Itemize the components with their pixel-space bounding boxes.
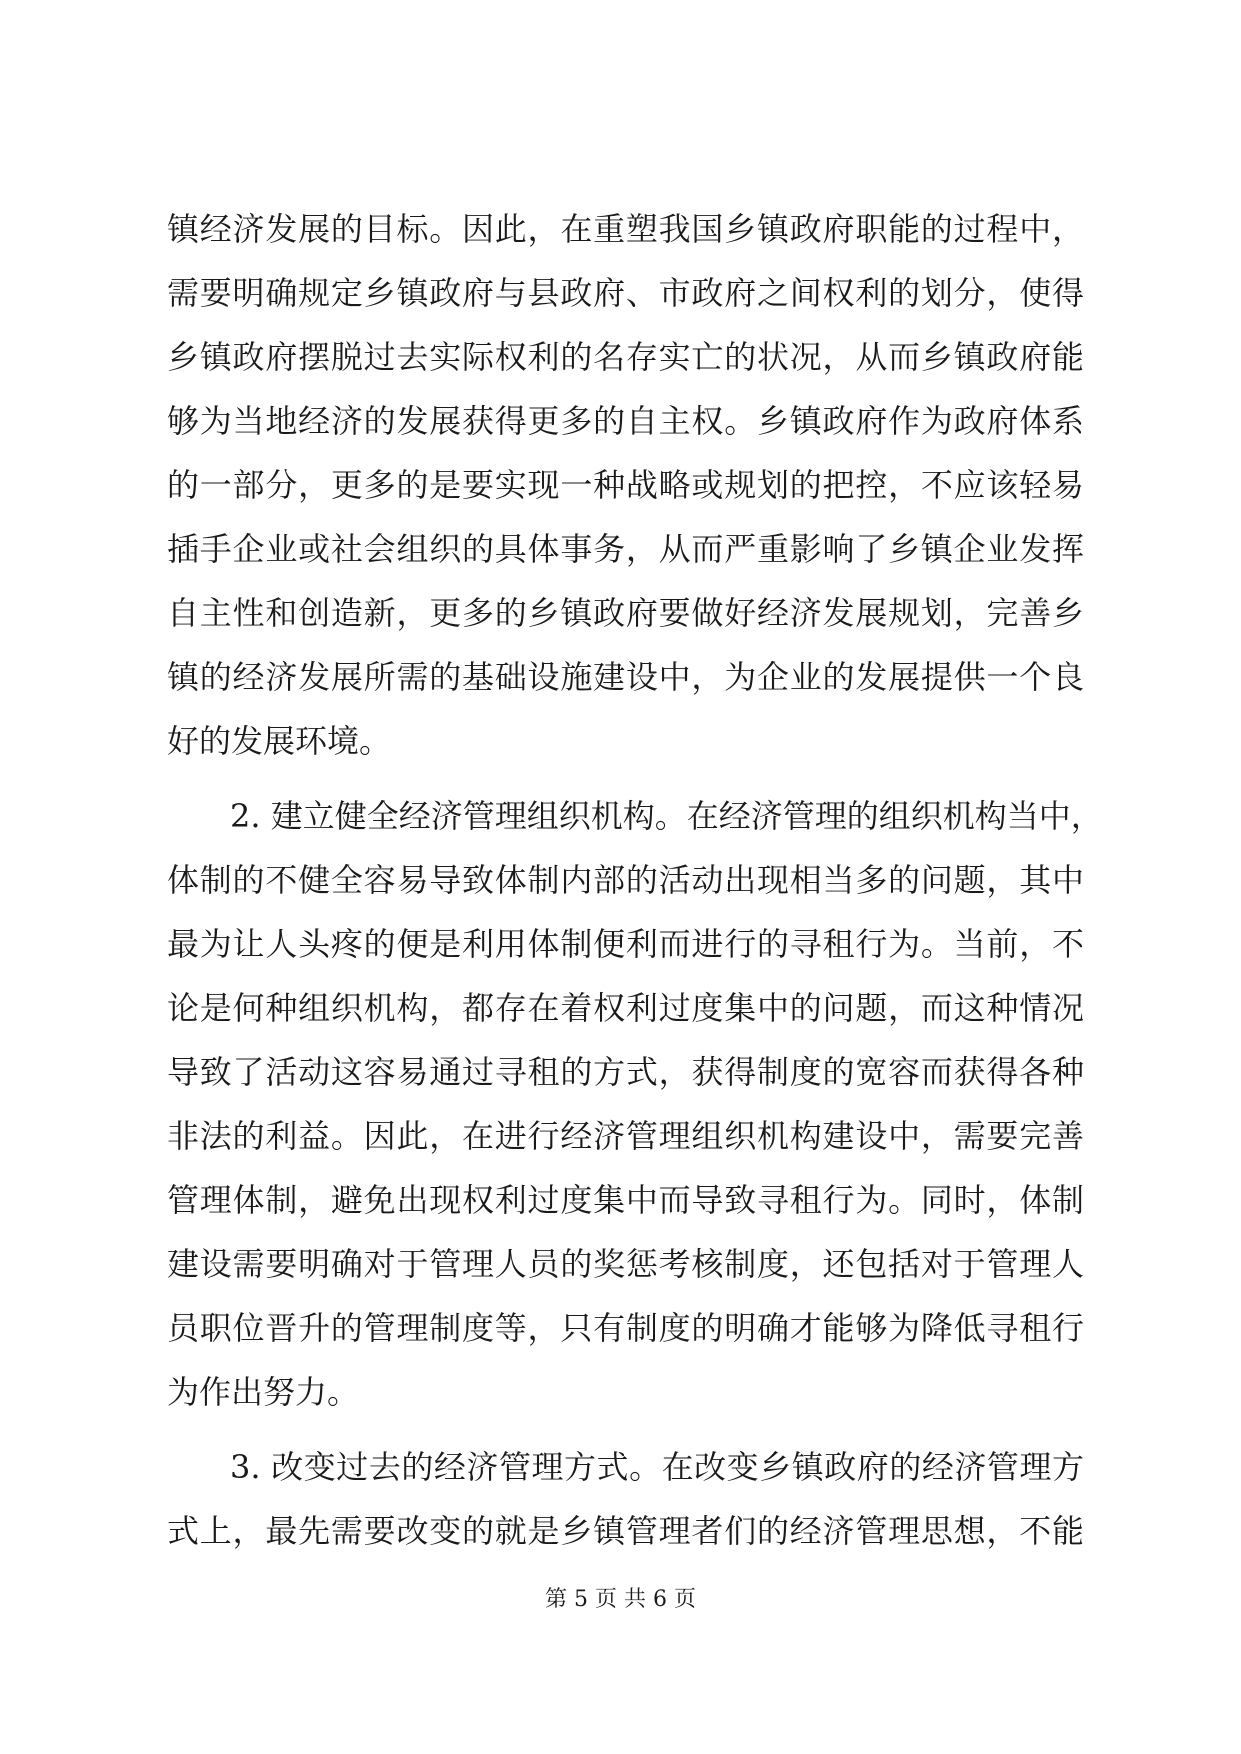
page-number-footer: 第 5 页 共 6 页 (545, 1587, 696, 1612)
text-line: 非法的利益。因此，在进行经济管理组织机构建设中，需要完善 (167, 1117, 1084, 1155)
text-line: 3. 改变过去的经济管理方式。在改变乡镇政府的经济管理方 (230, 1448, 1084, 1486)
body-text (167, 197, 1103, 1563)
text-line: 式上，最先需要改变的就是乡镇管理者们的经济管理思想，不能 (167, 1512, 1084, 1550)
paragraph-2 (167, 784, 1103, 1424)
text-line: 为作出努力。 (167, 1373, 360, 1411)
paragraph-gap (167, 773, 1084, 784)
paragraph-3 (167, 1435, 1084, 1563)
text-line: 建设需要明确对于管理人员的奖惩考核制度，还包括对于管理人 (167, 1245, 1084, 1283)
text-line: 乡镇政府摆脱过去实际权利的名存实亡的状况，从而乡镇政府能 (167, 338, 1084, 376)
paragraph-gap (167, 1424, 1084, 1435)
text-line: 管理体制，避免出现权利过度集中而导致寻租行为。同时，体制 (167, 1181, 1084, 1219)
text-line: 最为让人头疼的便是利用体制便利而进行的寻租行为。当前，不 (167, 925, 1084, 963)
text-line: 好的发展环境。 (167, 722, 392, 760)
text-line: 镇的经济发展所需的基础设施建设中，为企业的发展提供一个良 (167, 658, 1084, 696)
text-line: 插手企业或社会组织的具体事务，从而严重影响了乡镇企业发挥 (167, 530, 1084, 568)
text-line: 论是何种组织机构，都存在着权利过度集中的问题，而这种情况 (167, 989, 1084, 1027)
text-line: 镇经济发展的目标。因此，在重塑我国乡镇政府职能的过程中， (167, 210, 1084, 248)
text-line: 自主性和创造新，更多的乡镇政府要做好经济发展规划，完善乡 (167, 594, 1084, 632)
paragraph-1 (167, 197, 1084, 773)
text-line: 的一部分，更多的是要实现一种战略或规划的把控，不应该轻易 (167, 466, 1084, 504)
text-line: 需要明确规定乡镇政府与县政府、市政府之间权利的划分，使得 (167, 274, 1084, 312)
text-line: 体制的不健全容易导致体制内部的活动出现相当多的问题，其中 (167, 861, 1084, 899)
text-line: 员职位晋升的管理制度等，只有制度的明确才能够为降低寻租行 (167, 1309, 1084, 1347)
text-line: 导致了活动这容易通过寻租的方式，获得制度的宽容而获得各种 (167, 1053, 1084, 1091)
text-line: 够为当地经济的发展获得更多的自主权。乡镇政府作为政府体系 (167, 402, 1084, 440)
text-line: 2. 建立健全经济管理组织机构。在经济管理的组织机构当中， (230, 797, 1103, 835)
